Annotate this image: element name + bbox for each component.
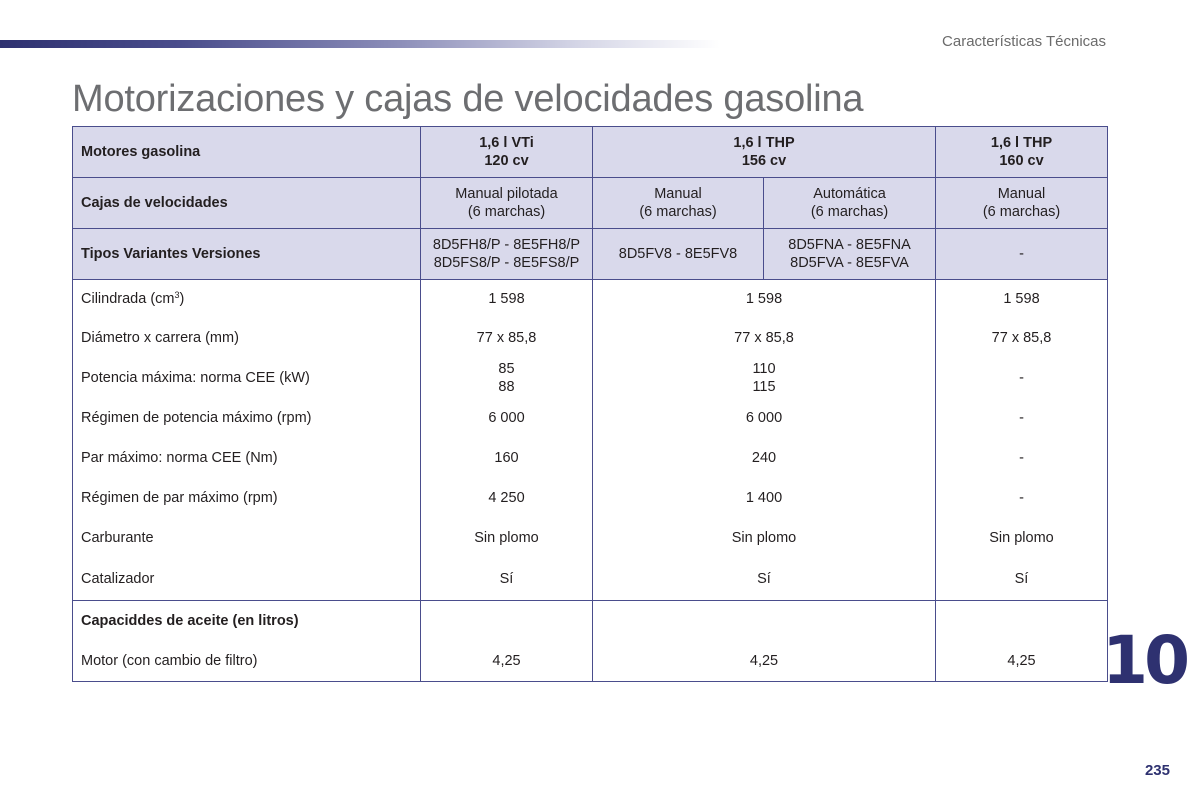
variant-2-cell: 8D5FV8 - 8E5FV8 (593, 229, 764, 280)
catalyst-v3: Sí (936, 558, 1108, 601)
engine-2-name: 1,6 l THP (733, 135, 795, 151)
torque-rpm-v2: 1 400 (593, 478, 936, 518)
bore-stroke-label: Diámetro x carrera (mm) (73, 318, 421, 358)
engine-2-cell (593, 127, 936, 178)
displacement-v2: 1 598 (593, 280, 936, 319)
oil-v1: 4,25 (421, 641, 593, 682)
catalyst-v1: Sí (421, 558, 593, 601)
torque-rpm-v3: - (936, 478, 1108, 518)
gearbox-1-gears: (6 marchas) (467, 204, 546, 220)
chapter-number: 10 (1102, 622, 1186, 699)
table-row (73, 358, 1108, 398)
gearboxes-label: Cajas de velocidades (73, 178, 421, 229)
oil-v3: 4,25 (936, 641, 1108, 682)
fuel-v1: Sin plomo (421, 518, 593, 558)
bore-stroke-v1: 77 x 85,8 (421, 318, 593, 358)
gearbox-3-type: Automática (813, 186, 886, 202)
engines-row (73, 127, 1108, 178)
page-number: 235 (1144, 762, 1170, 779)
table-row (73, 438, 1108, 478)
gearbox-1-type: Manual pilotada (455, 186, 558, 202)
power-rpm-v2: 6 000 (593, 398, 936, 438)
gearbox-4-gears: (6 marchas) (982, 204, 1061, 220)
max-power-v1 (421, 358, 593, 398)
variants-label: Tipos Variantes Versiones (73, 229, 421, 280)
oil-engine-label: Motor (con cambio de filtro) (73, 641, 421, 682)
table-row (73, 318, 1108, 358)
max-torque-v2: 240 (593, 438, 936, 478)
engines-label: Motores gasolina (73, 127, 421, 178)
gearbox-2-type: Manual (654, 186, 702, 202)
max-power-v2-line-2: 115 (752, 379, 776, 395)
gearbox-1-cell (421, 178, 593, 229)
engine-specs-table (72, 126, 1108, 682)
displacement-unit-sup: 3 (174, 290, 180, 300)
table-row (73, 398, 1108, 438)
oil-v2: 4,25 (593, 641, 936, 682)
bore-stroke-v3: 77 x 85,8 (936, 318, 1108, 358)
table-row (73, 558, 1108, 601)
engine-1-name: 1,6 l VTi (479, 135, 534, 151)
variant-1-line-1: 8D5FH8/P - 8E5FH8/P (432, 237, 581, 253)
power-rpm-label: Régimen de potencia máximo (rpm) (73, 398, 421, 438)
gearbox-4-cell (936, 178, 1108, 229)
variant-4-cell: - (936, 229, 1108, 280)
power-rpm-v1: 6 000 (421, 398, 593, 438)
max-torque-v3: - (936, 438, 1108, 478)
section-label: Características Técnicas (942, 33, 1106, 50)
engine-2-power: 156 cv (741, 153, 787, 169)
variants-row (73, 229, 1108, 280)
engine-3-cell (936, 127, 1108, 178)
variant-3-line-2: 8D5FVA - 8E5FVA (790, 255, 909, 271)
max-power-label: Potencia máxima: norma CEE (kW) (73, 358, 421, 398)
catalyst-label: Catalizador (73, 558, 421, 601)
fuel-label: Carburante (73, 518, 421, 558)
page-title: Motorizaciones y cajas de velocidades gasolina (72, 78, 864, 120)
table-row (73, 280, 1108, 319)
gearbox-2-gears: (6 marchas) (639, 204, 717, 220)
bore-stroke-v2: 77 x 85,8 (593, 318, 936, 358)
max-torque-v1: 160 (421, 438, 593, 478)
max-power-v2 (593, 358, 936, 398)
engine-3-name: 1,6 l THP (990, 135, 1053, 151)
max-torque-label: Par máximo: norma CEE (Nm) (73, 438, 421, 478)
displacement-label-text: Cilindrada (cm (81, 291, 175, 307)
gearbox-4-type: Manual (997, 186, 1046, 202)
max-power-v1-line-2: 88 (498, 379, 515, 395)
max-power-v3: - (936, 358, 1108, 398)
oil-heading-row (73, 601, 1108, 642)
displacement-label-end: ) (179, 291, 185, 307)
table-row (73, 518, 1108, 558)
gearbox-2-cell (593, 178, 764, 229)
variant-1-line-2: 8D5FS8/P - 8E5FS8/P (433, 255, 580, 271)
catalyst-v2: Sí (593, 558, 936, 601)
fuel-v2: Sin plomo (593, 518, 936, 558)
header-decorative-bar (0, 40, 720, 48)
torque-rpm-label: Régimen de par máximo (rpm) (73, 478, 421, 518)
fuel-v3: Sin plomo (936, 518, 1108, 558)
table-row (73, 478, 1108, 518)
engine-1-cell (421, 127, 593, 178)
displacement-label (73, 280, 421, 319)
variant-3-cell (764, 229, 936, 280)
gearbox-3-cell (764, 178, 936, 229)
displacement-v1: 1 598 (421, 280, 593, 319)
gearboxes-row (73, 178, 1108, 229)
oil-capacity-heading: Capaciddes de aceite (en litros) (73, 601, 421, 642)
torque-rpm-v1: 4 250 (421, 478, 593, 518)
variant-1-cell (421, 229, 593, 280)
engine-3-power: 160 cv (999, 153, 1044, 169)
gearbox-3-gears: (6 marchas) (810, 204, 889, 220)
max-power-v1-line-1: 85 (498, 361, 515, 377)
displacement-v3: 1 598 (936, 280, 1108, 319)
variant-3-line-1: 8D5FNA - 8E5FNA (788, 237, 911, 253)
engine-1-power: 120 cv (484, 153, 529, 169)
max-power-v2-line-1: 110 (752, 361, 776, 377)
power-rpm-v3: - (936, 398, 1108, 438)
table-row (73, 641, 1108, 682)
